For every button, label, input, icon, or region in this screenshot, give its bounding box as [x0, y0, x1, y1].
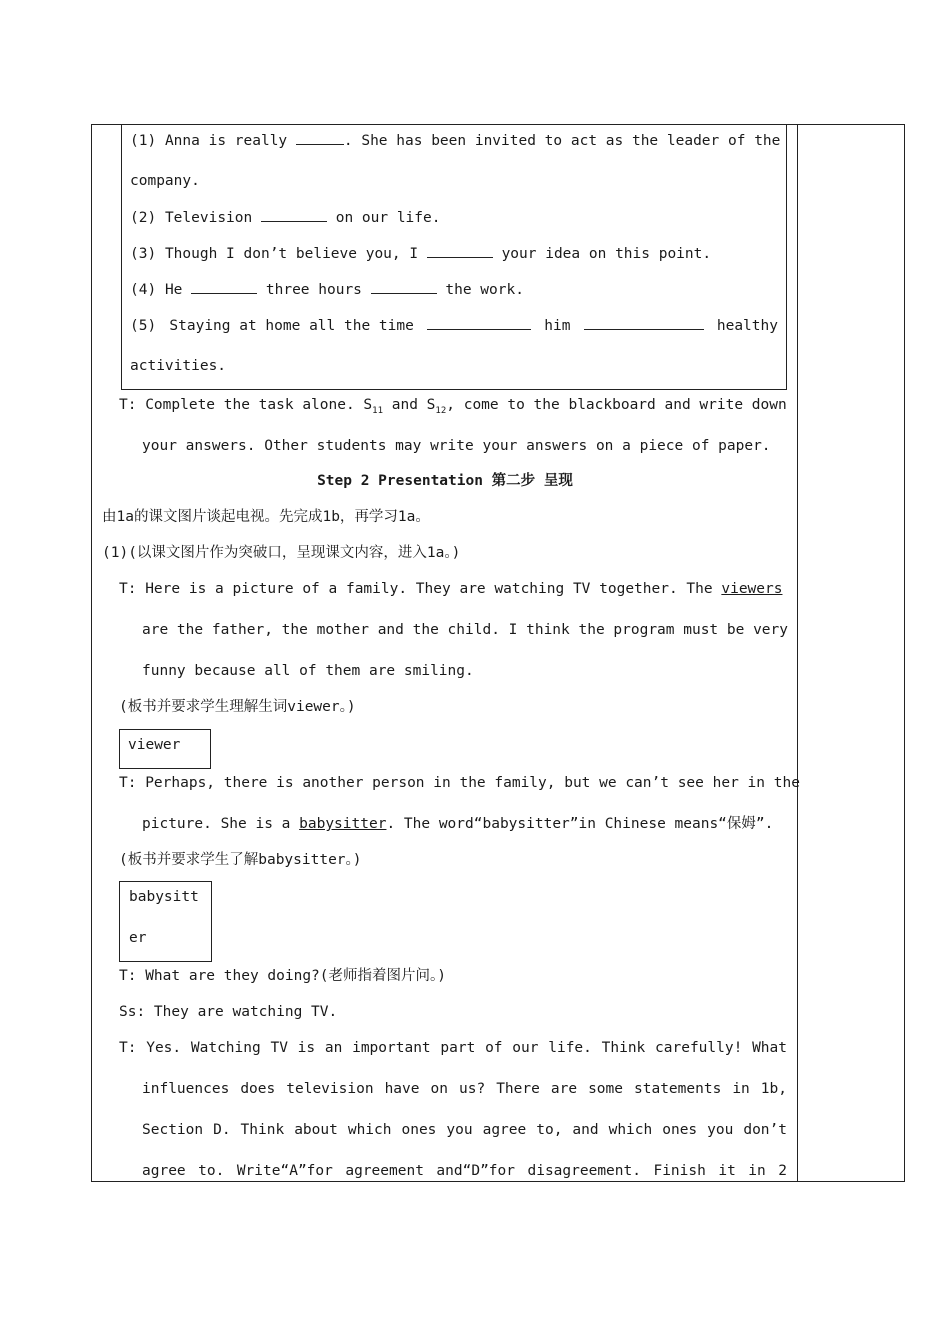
dialogue-teacher-line1: T: Yes. Watching TV is an important part of our life. Think carefully! What	[119, 1040, 787, 1056]
vocab-word-babysitter-part1: babysitt	[129, 889, 199, 905]
q4-number: (4)	[130, 282, 157, 298]
q5-blank-1	[427, 315, 531, 330]
vocab-word-viewer: viewer	[128, 737, 181, 753]
q3-text-part1: Though I don’t believe you, I	[164, 246, 419, 262]
vocab-box-viewer	[119, 729, 211, 769]
board-note-babysitter: (板书并要求学生了解babysitter。)	[119, 852, 362, 868]
word-viewers: viewers	[721, 581, 783, 597]
q5-number: (5)	[130, 318, 157, 334]
teacher-picture-line3: funny because all of them are smiling.	[142, 663, 474, 679]
vocab-word-babysitter-part2: er	[129, 930, 147, 946]
teacher-picture-line1	[119, 579, 782, 599]
q2-blank	[261, 207, 327, 222]
q5-text-part2: him	[544, 318, 571, 334]
q2-text-part1: Television	[164, 210, 253, 226]
teacher-picture-text: T: Here is a picture of a family. They are watching TV together. The	[119, 581, 713, 597]
q4-text-part3: the work.	[445, 282, 524, 298]
q4-blank-2	[371, 279, 437, 294]
exercise-q2	[130, 207, 440, 228]
teacher-instruction-1-line2: your answers. Other students may write your answers on a piece of paper.	[142, 438, 771, 454]
teacher-instruction-1-text: T: Complete the task alone. $S_{11}$ and $S_{12}$, come to the blackboard and write down	[119, 397, 787, 416]
teacher-babysitter-text-pre: picture. She is a	[142, 816, 291, 832]
dialogue-teacher-line2: influences does television have on us? There are some statements in 1b,	[142, 1081, 787, 1097]
q3-text-part2: your idea on this point.	[501, 246, 712, 262]
q1-number: (1)	[130, 133, 157, 149]
q5-text-part1: Staying at home all the time	[169, 318, 414, 334]
q4-text-part2: three hours	[265, 282, 362, 298]
dialogue-teacher-line4: agree to. Write“A”for agreement and“D”for disagreement. Finish it in 2	[142, 1163, 787, 1179]
q5-blank-2	[584, 315, 704, 330]
dialogue-teacher-line3: Section D. Think about which ones you agree to, and which ones you don’t	[142, 1122, 787, 1138]
teacher-babysitter-line1: T: Perhaps, there is another person in the family, but we can’t see her in the	[119, 775, 800, 791]
exercise-q3	[130, 243, 711, 264]
q4-blank-1	[191, 279, 257, 294]
q3-blank	[427, 243, 493, 258]
q2-text-part2: on our life.	[335, 210, 441, 226]
q1-blank	[296, 130, 344, 145]
q4-text-part1: He	[164, 282, 183, 298]
q5-text-part3: healthy	[716, 318, 778, 334]
exercise-q5-line2: activities.	[130, 358, 227, 374]
q1-text-part2: . She has been invited to act as the leader of the	[343, 133, 781, 149]
q1-text-part1: Anna is really	[164, 133, 288, 149]
teacher-instruction-1-line1	[119, 395, 787, 421]
q2-number: (2)	[130, 210, 157, 226]
word-babysitter: babysitter	[299, 816, 387, 832]
board-note-viewer: (板书并要求学生理解生词viewer。)	[119, 699, 356, 715]
teacher-picture-line2: are the father, the mother and the child. I think the program must be very	[142, 622, 789, 638]
exercise-q5-line1	[130, 315, 778, 336]
exercise-q4	[130, 279, 524, 300]
dialogue-teacher-question: T: What are they doing?(老师指着图片问。)	[119, 968, 446, 984]
intro-line2: (1)(以课文图片作为突破口，呈现课文内容，进入1a。)	[102, 545, 461, 561]
table-right-column-divider	[797, 125, 798, 1181]
teacher-babysitter-text-post: . The word“babysitter”in Chinese means“保姆”.	[386, 816, 774, 832]
dialogue-students-answer: Ss: They are watching TV.	[119, 1004, 338, 1020]
step2-heading: Step 2 Presentation 第二步 呈现	[317, 473, 573, 489]
exercise-q1-line1	[130, 130, 781, 151]
q3-number: (3)	[130, 246, 157, 262]
exercise-q1-line2: company.	[130, 173, 200, 189]
teacher-babysitter-line2	[142, 814, 773, 834]
vocab-box-babysitter	[119, 881, 212, 962]
intro-line1: 由1a的课文图片谈起电视。先完成1b，再学习1a。	[102, 509, 430, 525]
